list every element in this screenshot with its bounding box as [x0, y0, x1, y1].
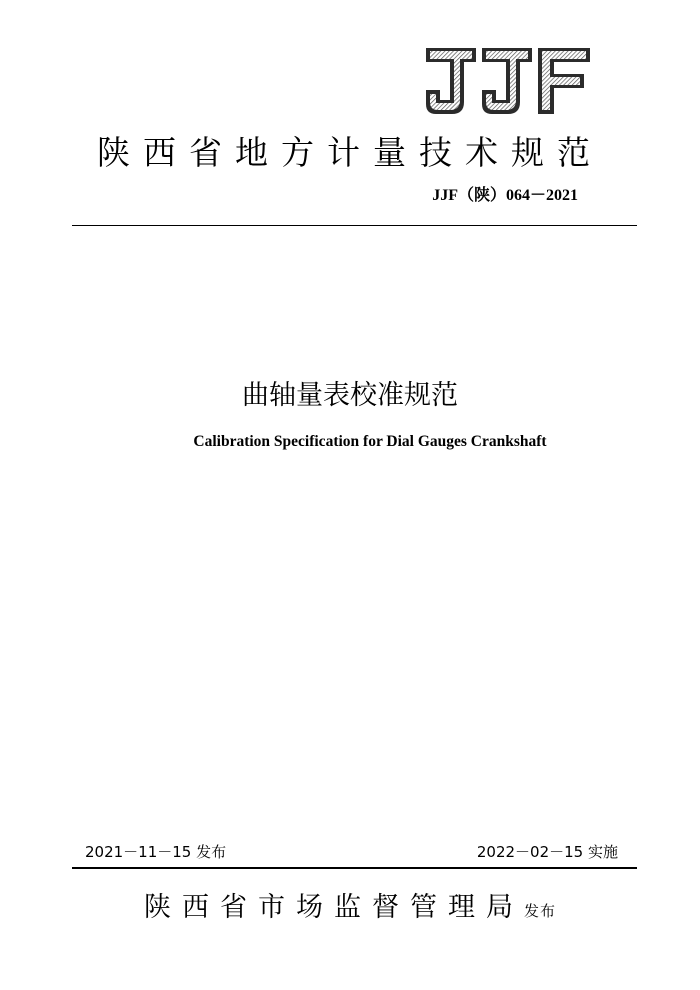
issuer-suffix: 发布 [523, 902, 556, 920]
footer-divider [72, 867, 637, 869]
header-divider [72, 225, 637, 226]
department-title: 陕西省地方计量技术规范 [97, 133, 603, 172]
jjf-logo [424, 46, 592, 116]
document-number: JJF（陕）064－2021 [432, 187, 578, 204]
issuer-name: 陕西省市场监督管理局 [143, 892, 524, 923]
implement-date: 2022－02－15 实施 [476, 843, 618, 861]
document-subtitle-english: Calibration Specification for Dial Gauges Crankshaft [193, 433, 547, 450]
document-title: 曲轴量表校准规范 [242, 380, 458, 411]
publish-date: 2021－11－15 发布 [85, 843, 227, 861]
issuer-line [0, 888, 700, 928]
jjf-logo-icon [424, 46, 592, 116]
